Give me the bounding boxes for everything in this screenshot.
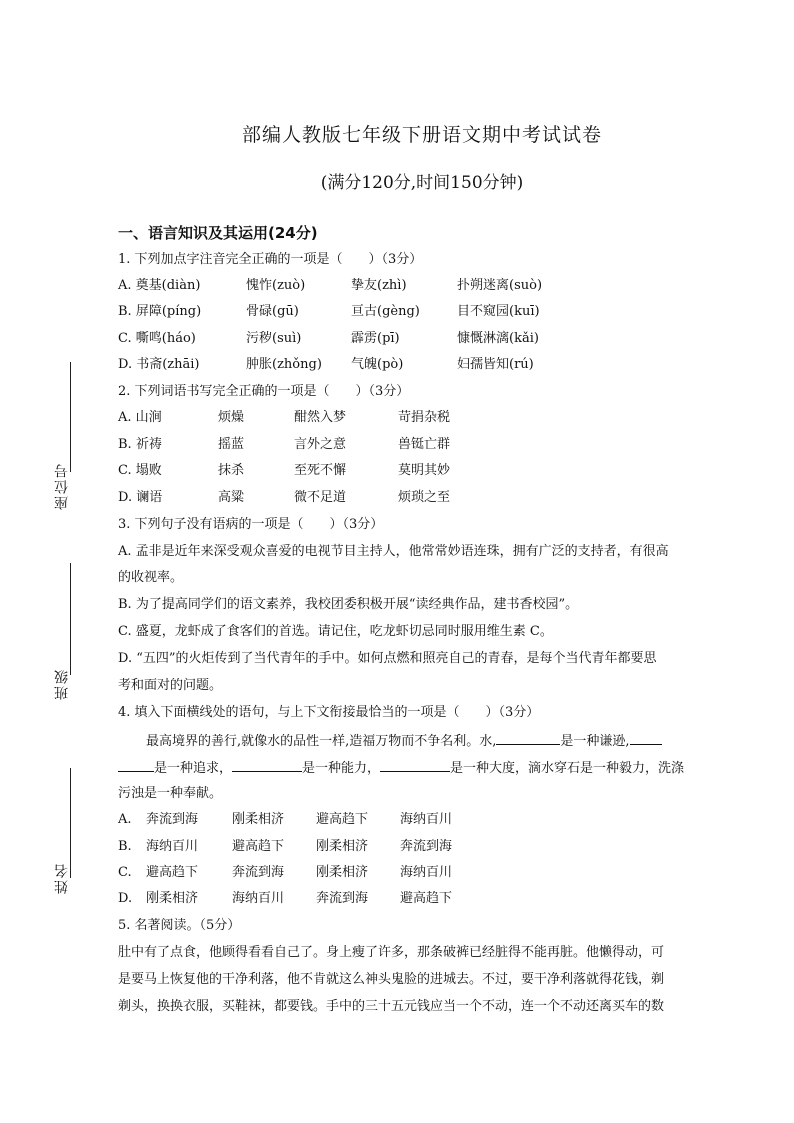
question-5-stem: 5. 名著阅读。（5分） [118, 918, 241, 933]
option-term: 酣然入梦 [294, 410, 347, 425]
option-term: 避高趋下 [316, 812, 369, 827]
option-term: 刚柔相济 [316, 865, 369, 880]
option-term: 愧怍(zuò) [246, 278, 306, 293]
option-term: C. 嘶鸣(háo) [118, 331, 196, 346]
q3-line: B. 为了提高同学们的语文素养，我校团委积极开展“读经典作品，建书香校园”。 [118, 597, 579, 612]
option-term: 苛捐杂税 [398, 410, 451, 425]
option-term: 奔流到海 [316, 891, 369, 906]
option-term: 奔流到海 [400, 839, 453, 854]
seat-label: 座位号 [54, 462, 70, 510]
option-term: 莫明其妙 [398, 463, 451, 478]
passage-text: 是一种追求， [154, 761, 233, 776]
option-term: 刚柔相济 [232, 812, 285, 827]
option-term: 污秽(suì) [246, 331, 302, 346]
fill-blank [232, 757, 302, 772]
option-term: 妇孺皆知(rú) [457, 357, 534, 372]
option-term: 慷慨淋漓(kǎi) [457, 331, 539, 346]
q4-option-a [118, 810, 452, 830]
class-label: 班级 [54, 668, 70, 700]
option-term: 烦燥 [218, 410, 245, 425]
option-term: 刚柔相济 [316, 839, 369, 854]
option-term: 海纳百川 [400, 812, 453, 827]
q4-option-c [118, 863, 452, 883]
q4-passage-line [118, 757, 684, 779]
passage-text: 是一种大度，滴水穿石是一种毅力，洗涤 [450, 761, 685, 776]
option-term: D. 书斋(zhāi) [118, 357, 200, 372]
option-term: 摇蓝 [218, 437, 245, 452]
q3-line: C. 盛夏，龙虾成了食客们的首选。请记住，吃龙虾切忌同时服用维生素 C。 [118, 624, 553, 639]
q4-passage-line [146, 730, 662, 752]
q3-line: D. “五四”的火炬传到了当代青年的手中。如何点燃和照亮自己的青春，是每个当代青年都要思 [118, 651, 657, 666]
q3-line: 的收视率。 [118, 570, 184, 585]
q4-option-b [118, 837, 452, 857]
question-2-stem: 2. 下列词语书写完全正确的一项是（ ）（3分） [118, 384, 410, 399]
name-label: 姓名 [54, 862, 70, 894]
seat-line [70, 362, 71, 472]
option-term: A. 奠基(diàn) [118, 278, 201, 293]
option-term: B. 祈祷 [118, 437, 162, 452]
option-term: C. 塌败 [118, 463, 162, 478]
q4-option-d [118, 889, 452, 909]
option-term: 海纳百川 [146, 839, 199, 854]
option-term: A. 山涧 [118, 410, 162, 425]
option-term: 言外之意 [294, 437, 347, 452]
q1-option-c [118, 329, 539, 349]
option-term: 兽铤亡群 [398, 437, 451, 452]
page-subtitle: (满分120分,时间150分钟) [320, 173, 524, 193]
option-term: 避高趋下 [400, 891, 453, 906]
option-term: 抹杀 [218, 463, 245, 478]
option-term: 海纳百川 [400, 865, 453, 880]
fill-blank [630, 730, 662, 745]
q4-passage-line: 污浊是一种奉献。 [118, 786, 223, 801]
option-term: 烦琐之至 [398, 490, 451, 505]
passage-text: 是一种谦逊, [560, 734, 630, 749]
q5-passage-line: 肚中有了点食，他顾得看看自己了。身上瘦了许多，那条破裤已经脏得不能再脏。他懒得动，可 [118, 945, 665, 960]
q2-option-d [118, 488, 450, 508]
question-4-stem: 4. 填入下面横线处的语句，与上下文衔接最恰当的一项是（ ）（3分） [118, 705, 540, 720]
option-term: 霹雳(pī) [351, 331, 400, 346]
option-term: B. 屏障(píng) [118, 304, 202, 319]
option-term: 奔流到海 [232, 865, 285, 880]
fill-blank [496, 730, 560, 745]
q5-passage-line: 剃头，换换衣服，买鞋袜，都要钱。手中的三十五元钱应当一个不动，连一个不动还离买车的数 [118, 999, 665, 1014]
class-line [70, 563, 71, 675]
option-term: 骨碌(gū) [246, 304, 299, 319]
option-letter: B. [118, 839, 132, 854]
option-letter: A. [118, 812, 132, 827]
passage-text: 是一种能力， [302, 761, 381, 776]
fill-blank [118, 757, 154, 772]
q2-option-c [118, 461, 450, 481]
q2-option-a [118, 408, 450, 428]
option-term: 挚友(zhì) [351, 278, 407, 293]
option-term: 刚柔相济 [146, 891, 199, 906]
passage-text: 最高境界的善行,就像水的品性一样,造福万物而不争名利。水, [146, 734, 497, 749]
q1-option-b [118, 302, 540, 322]
question-1-stem: 1. 下列加点字注音完全正确的一项是（ ）（3分） [118, 252, 423, 267]
q5-passage-line: 是要马上恢复他的干净利落，他不肯就这么神头鬼脸的进城去。不过，要干净利落就得花钱，剃 [118, 972, 665, 987]
q1-option-d [118, 355, 534, 375]
option-term: 亘古(gèng) [351, 304, 420, 319]
option-term: 海纳百川 [232, 891, 285, 906]
section-heading: 一、语言知识及其运用(24分) [118, 224, 318, 242]
option-term: 目不窥园(kuī) [457, 304, 540, 319]
q2-option-b [118, 435, 450, 455]
option-term: 高粱 [218, 490, 245, 505]
option-term: 避高趋下 [232, 839, 285, 854]
q1-option-a [118, 276, 542, 296]
option-letter: C. [118, 865, 132, 880]
option-term: 至死不懈 [294, 463, 347, 478]
option-term: 奔流到海 [146, 812, 199, 827]
question-3-stem: 3. 下列句子没有语病的一项是（ ）（3分） [118, 517, 384, 532]
option-letter: D. [118, 891, 133, 906]
fill-blank [380, 757, 450, 772]
option-term: 气魄(pò) [351, 357, 404, 372]
option-term: 扑朔迷离(suò) [457, 278, 543, 293]
option-term: 肿胀(zhǒng) [246, 357, 322, 372]
q3-line: 考和面对的问题。 [118, 678, 223, 693]
q3-line: A. 孟非是近年来深受观众喜爱的电视节目主持人，他常常妙语连珠，拥有广泛的支持者，有很高 [118, 544, 669, 559]
option-term: D. 谰语 [118, 490, 163, 505]
page-title: 部编人教版七年级下册语文期中考试试卷 [241, 124, 602, 146]
option-term: 避高趋下 [146, 865, 199, 880]
option-term: 微不足道 [294, 490, 347, 505]
